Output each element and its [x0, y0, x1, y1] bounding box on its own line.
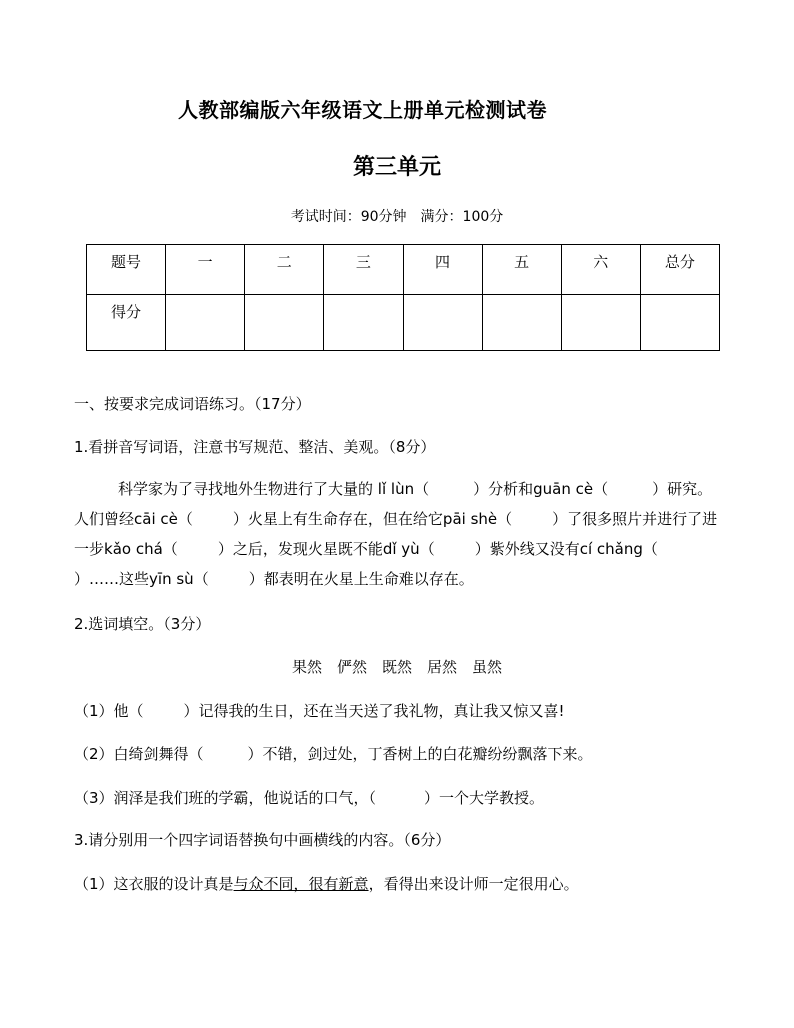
q1-text: 分析和: [488, 480, 534, 498]
score-cell[interactable]: [640, 295, 719, 351]
underlined-phrase: 与众不同，很有新意: [233, 875, 369, 893]
pinyin: pāi shè: [442, 510, 498, 528]
score-header-cell: 六: [561, 245, 640, 295]
q2-item-text: （2）白绮剑舞得（: [74, 745, 204, 763]
q1-text: 了很多照片并进行了进一步: [74, 510, 718, 558]
q2-item-text: ）不错，剑过处，丁香树上的白花瓣纷纷飘落下来。: [247, 745, 593, 763]
pinyin: cāi cè: [134, 510, 178, 528]
score-header-cell: 一: [166, 245, 245, 295]
score-cell[interactable]: [482, 295, 561, 351]
pinyin: yīn sù: [149, 570, 194, 588]
score-header-cell: 二: [245, 245, 324, 295]
q2-item-text: ）记得我的生日，还在当天送了我礼物，真让我又惊又喜!: [183, 702, 565, 720]
score-table-header-row: [87, 245, 720, 295]
score-table: [86, 244, 720, 351]
exam-title: 人教部编版六年级语文上册单元检测试卷: [178, 98, 547, 122]
pinyin: dǐ yù: [382, 540, 420, 558]
q2-item-text: （3）润泽是我们班的学霸，他说话的口气，（: [74, 789, 377, 807]
q1-text: ……这些: [89, 570, 150, 588]
pinyin: kǎo chá: [104, 540, 163, 558]
section1-heading: 一、按要求完成词语练习。（17分）: [74, 395, 311, 413]
q2-item-text: （1）他（: [74, 702, 144, 720]
q2-item-1: [74, 700, 565, 721]
score-cell[interactable]: [245, 295, 324, 351]
pinyin: guān cè: [533, 480, 594, 498]
q3-heading: 3.请分别用一个四字词语替换句中画横线的内容。（6分）: [74, 831, 451, 849]
q1-text: 紫外线又没有: [489, 540, 580, 558]
q2-word-bank: 果然 俨然 既然 居然 虽然: [291, 658, 502, 676]
unit-title: 第三单元: [352, 154, 441, 180]
score-row-label: 得分: [87, 295, 166, 351]
score-header-cell: 三: [324, 245, 403, 295]
q3-item-text: ，看得出来设计师一定很用心。: [368, 875, 579, 893]
q3-item-1: [74, 873, 579, 894]
score-table-score-row: [87, 295, 720, 351]
q1-passage: 科学家为了寻找地外生物进行了大量的 lǐ lùn（ ）分析和guān cè（ ）研究。人们曾经cāi cè（ ）火星上有生命存在，但在给它pāi shè（ ）了很多照片并进行了进一步kǎo chá（ ）之后，发现火星既不能dǐ yù（ ）紫外线又没有cí chǎng（）……这些yīn sù（ ）都表明在火星上生命难以存在。: [74, 480, 718, 588]
score-header-cell: 题号: [87, 245, 166, 295]
pinyin: lǐ lùn: [377, 480, 415, 498]
q1-text: 之后，发现火星既不能: [232, 540, 383, 558]
q3-item-text: （1）这衣服的设计真是: [74, 875, 234, 893]
score-cell[interactable]: [403, 295, 482, 351]
score-cell[interactable]: [561, 295, 640, 351]
q1-text: 火星上有生命存在，但在给它: [247, 510, 443, 528]
q2-item-2: [74, 743, 593, 764]
score-cell[interactable]: [166, 295, 245, 351]
q1-text: 研究。人们曾经: [74, 480, 713, 528]
score-header-cell: 总分: [640, 245, 719, 295]
q1-text: 都表明在火星上生命难以存在。: [263, 570, 474, 588]
score-header-cell: 四: [403, 245, 482, 295]
score-cell[interactable]: [324, 295, 403, 351]
exam-meta: 考试时间：90分钟 满分：100分: [290, 209, 504, 225]
q2-heading: 2.选词填空。（3分）: [74, 615, 211, 633]
score-header-cell: 五: [482, 245, 561, 295]
pinyin: cí chǎng: [579, 540, 643, 558]
q1-text: 科学家为了寻找地外生物进行了大量的: [118, 480, 374, 498]
q2-item-3: [74, 787, 544, 808]
q1-heading: 1.看拼音写词语，注意书写规范、整洁、美观。（8分）: [74, 438, 436, 456]
q2-item-text: ）一个大学教授。: [424, 789, 545, 807]
